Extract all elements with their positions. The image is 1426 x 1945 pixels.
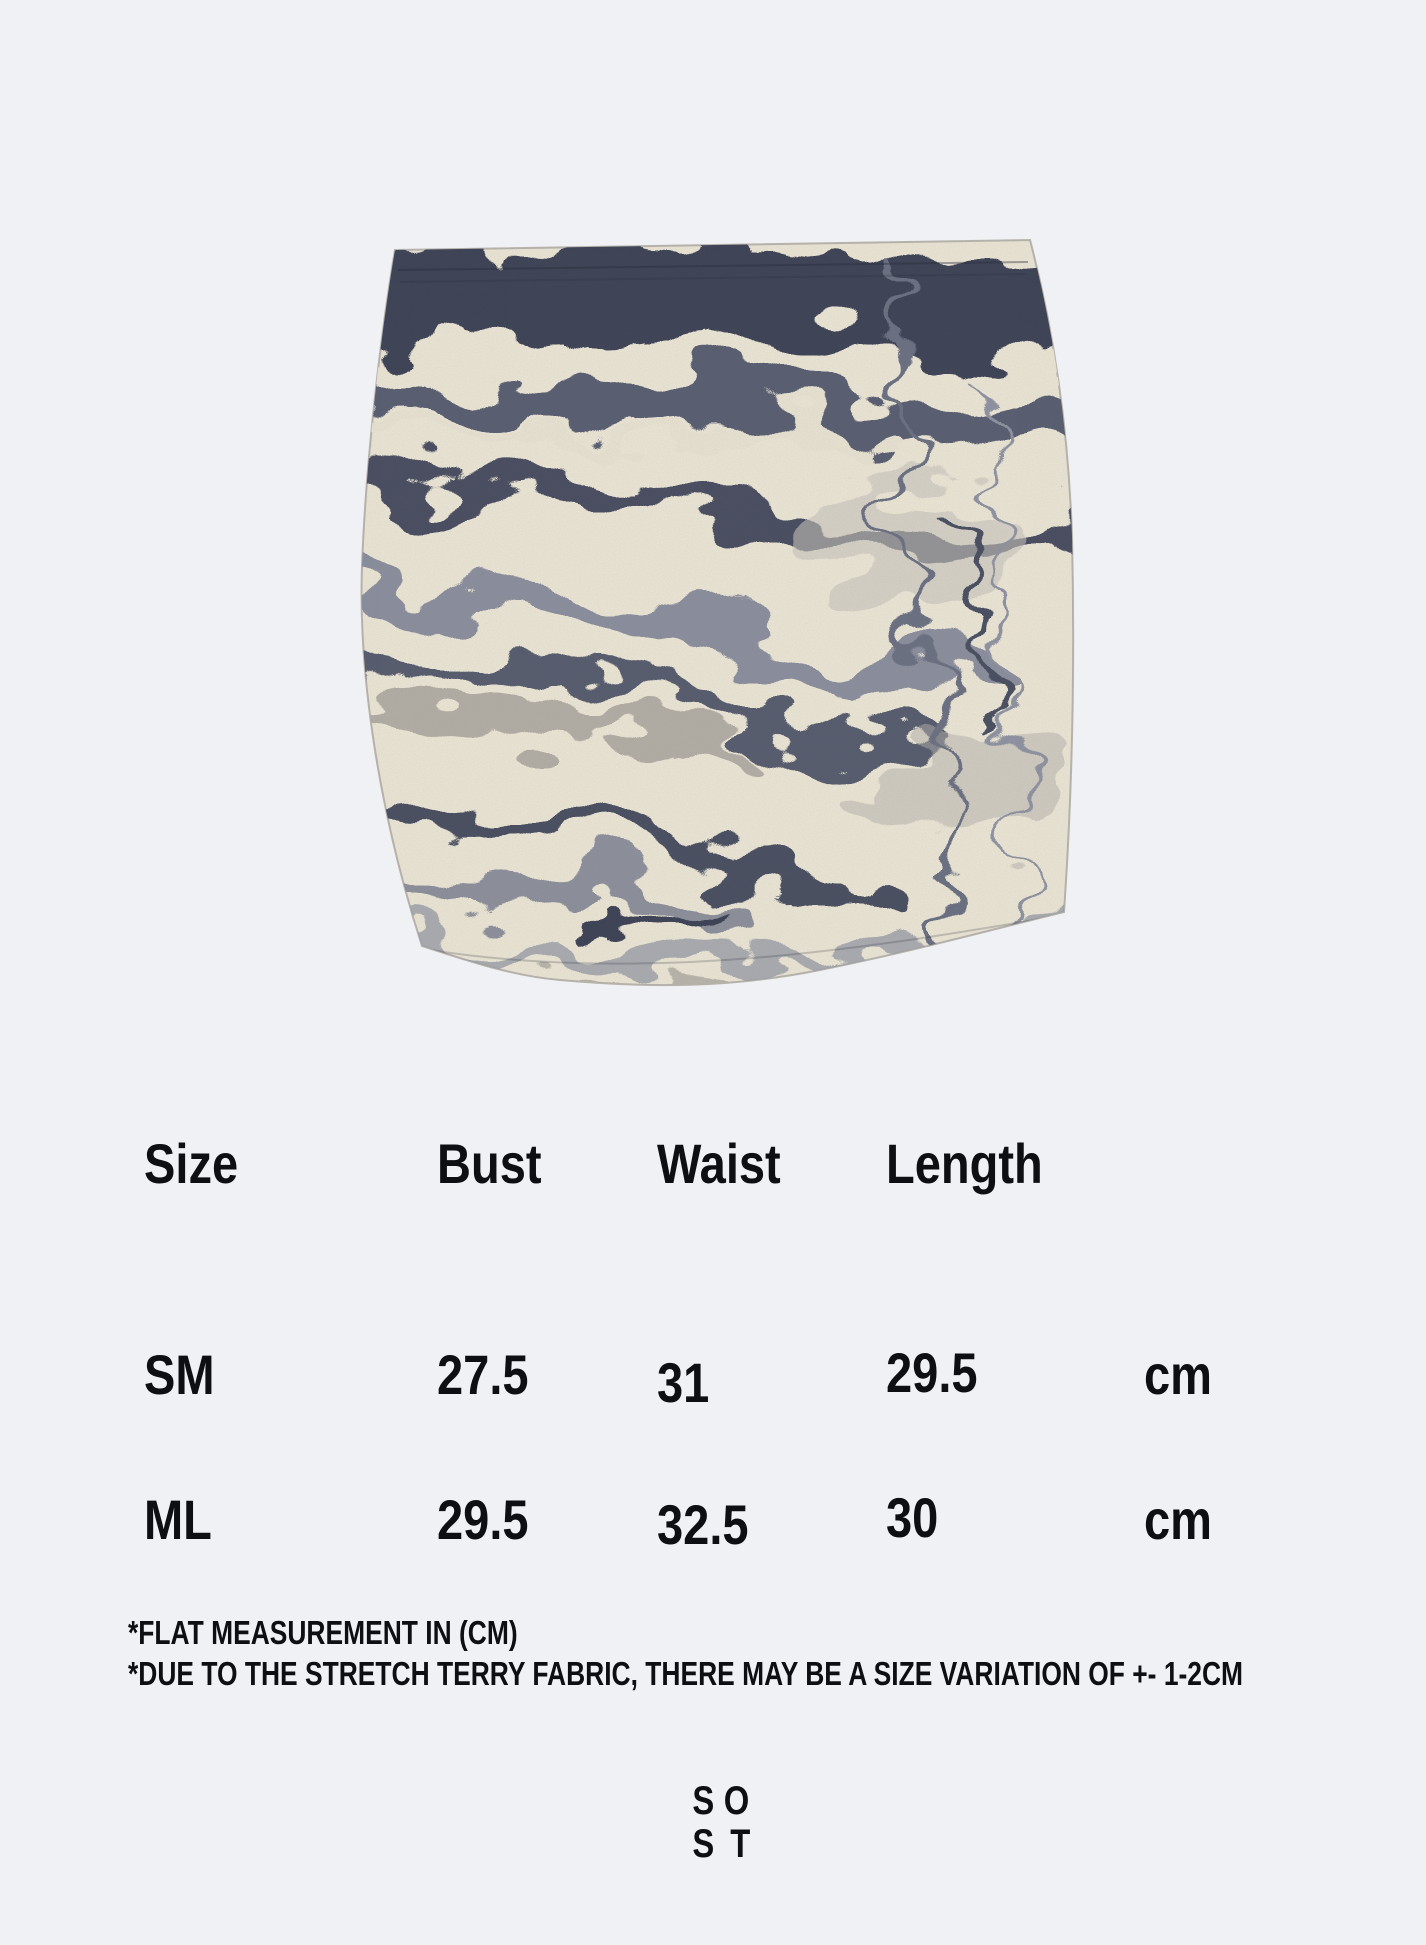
cell-bust: 27.5	[437, 1343, 529, 1406]
note-line: *FLAT MEASUREMENT IN (CM)	[128, 1614, 518, 1651]
header-waist: Waist	[657, 1132, 781, 1195]
cell-size: SM	[144, 1343, 215, 1406]
header-bust: Bust	[437, 1132, 542, 1195]
logo-letter: S	[692, 1822, 715, 1866]
cell-bust: 29.5	[437, 1488, 529, 1551]
cell-unit: cm	[1144, 1343, 1212, 1406]
cell-waist: 32.5	[657, 1493, 749, 1556]
marbled-skirt-illustration	[350, 236, 1080, 1006]
note-line: *DUE TO THE STRETCH TERRY FABRIC, THERE MAY BE A SIZE VARIATION OF +- 1-2CM	[128, 1655, 1244, 1692]
cell-size: ML	[144, 1488, 212, 1551]
logo-line-2	[690, 1823, 752, 1866]
cell-length: 29.5	[886, 1341, 978, 1404]
cell-length: 30	[886, 1486, 939, 1549]
logo-line-1	[690, 1780, 752, 1823]
brand-logo	[690, 1780, 752, 1866]
product-photo	[350, 236, 1080, 1006]
header-length: Length	[886, 1132, 1043, 1195]
logo-letter: T	[729, 1822, 750, 1866]
header-size: Size	[144, 1132, 239, 1195]
measurement-notes	[128, 1612, 1426, 1694]
cell-waist: 31	[657, 1351, 710, 1414]
logo-letter: S	[692, 1779, 715, 1823]
cell-unit: cm	[1144, 1488, 1212, 1551]
logo-letter: O	[723, 1779, 750, 1823]
